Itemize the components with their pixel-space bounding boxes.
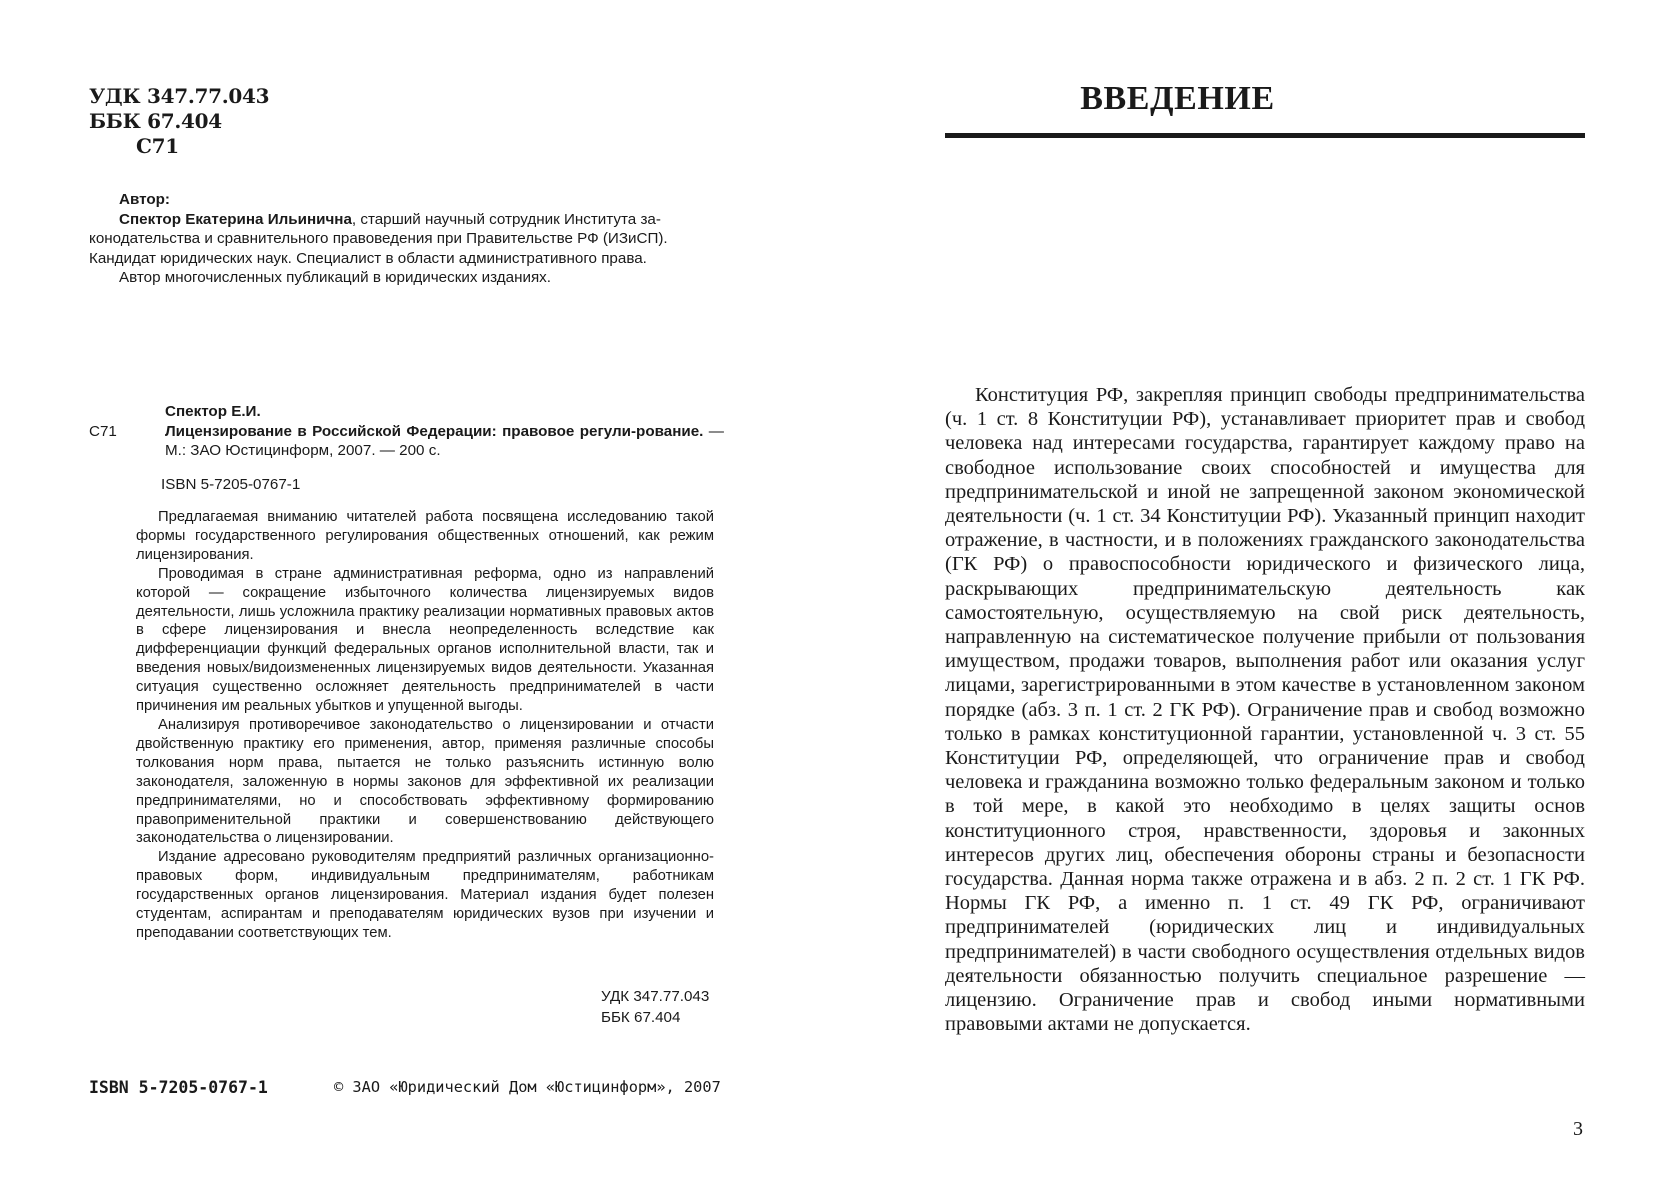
body-paragraph: Конституция РФ, закрепляя принцип свободы предпринимательства (ч. 1 ст. 8 Конституции РФ), устанавливает приоритет прав и свобод человека над интересами государства, гарантирует каждому право на свободное использование своих способностей и имущества для предпринимательской и иной не запрещенной законом экономической деятельности (ч. 1 ст. 34 Конституции РФ). Указанный принцип находит отражение, в частности, и в положениях гражданского законодательства (ГК РФ) о правоспособности юридического и физического лица, раскрывающих предпринимательскую деятельность как самостоятельную, осуществляемую на свой риск деятельность, направленную на систематическое получение прибыли от пользования имуществом, продажи товаров, выполнения работ или оказания услуг лицами, зарегистрированными в этом качестве в установленном законом порядке (абз. 3 п. 1 ст. 2 ГК РФ). Ограничение прав и свобод возможно только в рамках конституционной гарантии, установленной ч. 3 ст. 55 Конституции РФ, определяющей, что ограничение прав и свобод человека и гражданина возможно только федеральным законом и только в той мере, в какой это необходимо в целях защиты основ конституционного строя, нравственности, здоровья и законных интересов других лиц, обеспечения обороны страны и безопасности государства. Данная норма также отражена и в абз. 2 п. 2 ст. 1 ГК РФ. Нормы ГК РФ, а именно п. 1 ст. 49 ГК РФ, ограничивают предпринимателей (юридических лиц и индивидуальных предпринимателей) в части свободного осуществления отдельных видов деятельности обязанностью получить специальное разрешение — лицензию. Ограничение прав и свобод иными нормативными правовыми актами не допускается. [945,384,1585,1036]
author-mark: С71 [136,134,179,158]
footer-isbn: ISBN 5-7205-0767-1 [89,1078,268,1097]
author-line-3: Кандидат юридических наук. Специалист в области административного права. [89,249,647,267]
bib-author: Спектор Е.И. [165,403,261,420]
annotation-paragraph: Проводимая в стране административная реформа, одно из направлений которой — сокращение избыточного количества лицензируемых видов деятельности, лишь усложнила практику реализации нормативных правовых актов в сфере лицензирования и внесла неопределенность вследствие как дифференциации функций федеральных органов исполнительной власти, так и введения новых/видоизмененных лицензируемых видов деятельности. Указанная ситуация существенно осложняет деятельность предпринимателей в части причинения им реальных убытков и упущенной выгоды. [136,565,714,715]
footer-copyright: © ЗАО «Юридический Дом «Юстицинформ», 2007 [334,1078,721,1096]
author-heading: Автор: [119,191,170,208]
udk-code: УДК 347.77.043 [89,84,270,108]
author-line-4: Автор многочисленных публикаций в юридических изданиях. [119,269,551,286]
author-line-2: конодательства и сравнительного правоведения при Правительстве РФ (ИЗиСП). [89,230,668,247]
author-info [89,190,724,288]
bib-imprint: — М.: ЗАО Юстицинформ, 2007. — 200 с. [165,422,724,459]
body-text [945,383,1585,1036]
annotation-paragraph: Предлагаемая вниманию читателей работа посвящена исследованию такой формы государственного регулирования общественных отношений, как режим лицензирования. [136,509,714,563]
udk-code-small: УДК 347.77.043 [601,988,710,1005]
page-number: 3 [1573,1118,1583,1140]
annotation-paragraph: Анализируя противоречивое законодательство о лицензировании и отчасти двойственную практику его применения, автор, применяя различные способы толкования норм права, пытается не только разъяснить истинную волю законодателя, заложенную в нормы законов для эффективной их реализации предпринимателями, но и способствовать эффективному формированию правоприменительной практики и совершенствованию действующего законодательства о лицензировании. [136,716,714,847]
bib-title: Лицензирование в Российской Федерации: правовое регули-рование. [165,422,704,440]
title-divider [945,133,1585,138]
author-name: Спектор Екатерина Ильинична [119,210,352,228]
right-page [827,0,1654,1199]
bib-isbn: ISBN 5-7205-0767-1 [161,475,301,493]
annotation-paragraph: Издание адресовано руководителям предприятий различных организационно-правовых форм, индивидуальным предпринимателям, работникам государственных органов лицензирования. Материал издания будет полезен студентам, аспирантам и преподавателям юридических вузов при изучении и преподавании соответствующих тем. [136,849,714,941]
annotation-codes [601,986,709,1028]
author-line-1-rest: , старший научный сотрудник Института за- [351,210,661,228]
bibliographic-record [89,402,724,494]
bib-title-line [165,422,724,461]
bib-entry [89,422,724,461]
chapter-title: ВВЕДЕНИЕ [1080,80,1275,117]
bbk-code: ББК 67.404 [89,109,222,133]
bib-code: С71 [89,422,117,440]
annotation [136,508,714,943]
author-line-1 [89,210,724,230]
classification-codes [89,84,269,159]
bbk-code-small: ББК 67.404 [601,1009,681,1026]
